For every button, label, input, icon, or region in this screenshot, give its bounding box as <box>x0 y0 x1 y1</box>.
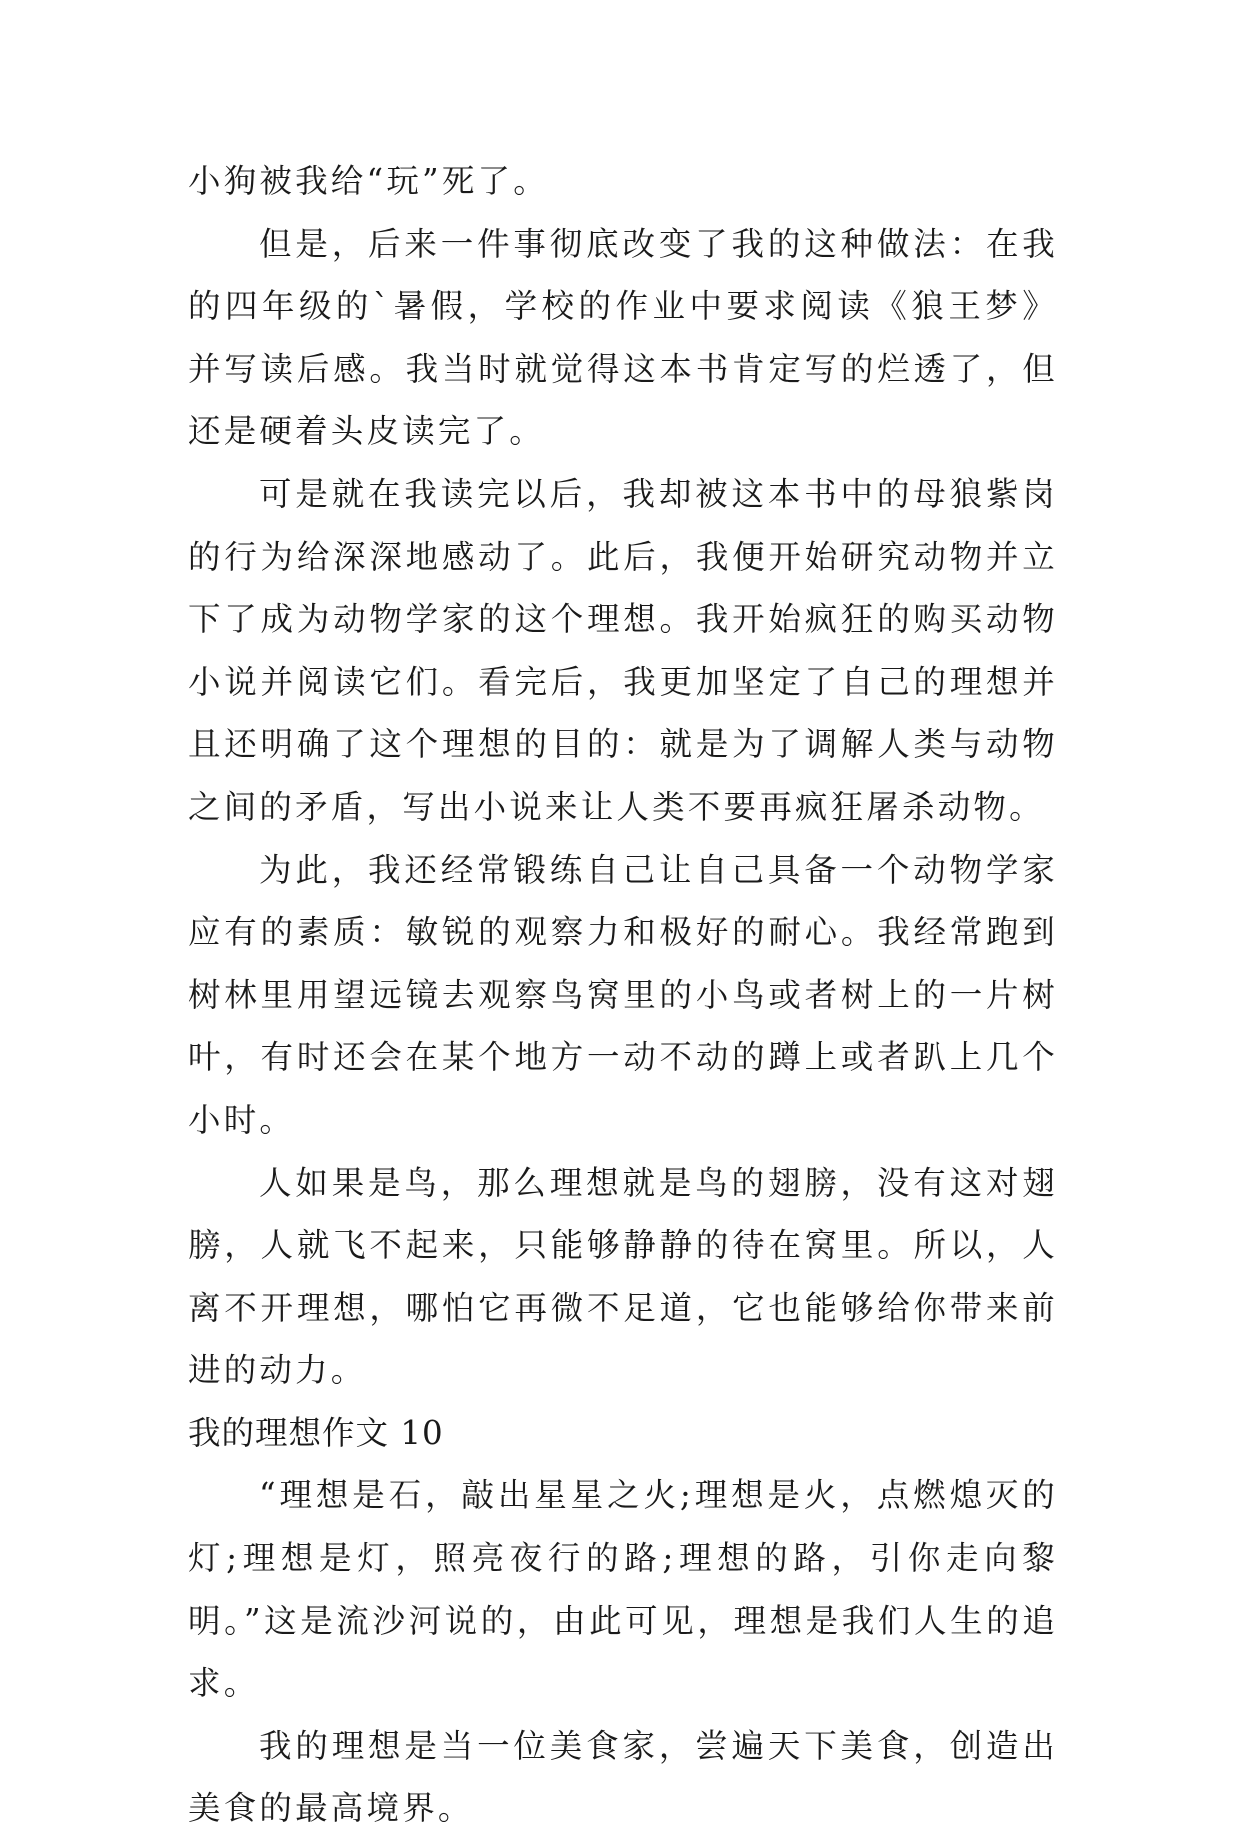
paragraph: 可是就在我读完以后，我却被这本书中的母狼紫岗的行为给深深地感动了。此后，我便开始研究动物并立下了成为动物学家的这个理想。我开始疯狂的购买动物小说并阅读它们。看完后，我更加坚定了自己的理想并且还明确了这个理想的目的：就是为了调解人类与动物之间的矛盾，写出小说来让人类不要再疯狂屠杀动物。 <box>188 474 1058 826</box>
paragraph: 我的理想是当一位美食家，尝遍天下美食，创造出美食的最高境界。 <box>188 1726 1058 1828</box>
section-title: 我的理想作文 10 <box>188 1413 444 1452</box>
document-body <box>188 150 1058 1840</box>
paragraph: 为此，我还经常锻练自己让自己具备一个动物学家应有的素质：敏锐的观察力和极好的耐心。我经常跑到树林里用望远镜去观察鸟窝里的小鸟或者树上的一片树叶，有时还会在某个地方一动不动的蹲上或者趴上几个小时。 <box>188 850 1058 1139</box>
paragraph: 但是，后来一件事彻底改变了我的这种做法：在我的四年级的`暑假，学校的作业中要求阅读《狼王梦》并写读后感。我当时就觉得这本书肯定写的烂透了，但还是硬着头皮读完了。 <box>188 224 1058 451</box>
paragraph: 人如果是鸟，那么理想就是鸟的翅膀，没有这对翅膀，人就飞不起来，只能够静静的待在窝里。所以，人离不开理想，哪怕它再微不足道，它也能够给你带来前进的动力。 <box>188 1163 1058 1390</box>
paragraph: 小狗被我给“玩”死了。 <box>188 162 549 200</box>
paragraph: “理想是石，敲出星星之火;理想是火，点燃熄灭的灯;理想是灯，照亮夜行的路;理想的路，引你走向黎明。”这是流沙河说的，由此可见，理想是我们人生的追求。 <box>188 1476 1058 1703</box>
